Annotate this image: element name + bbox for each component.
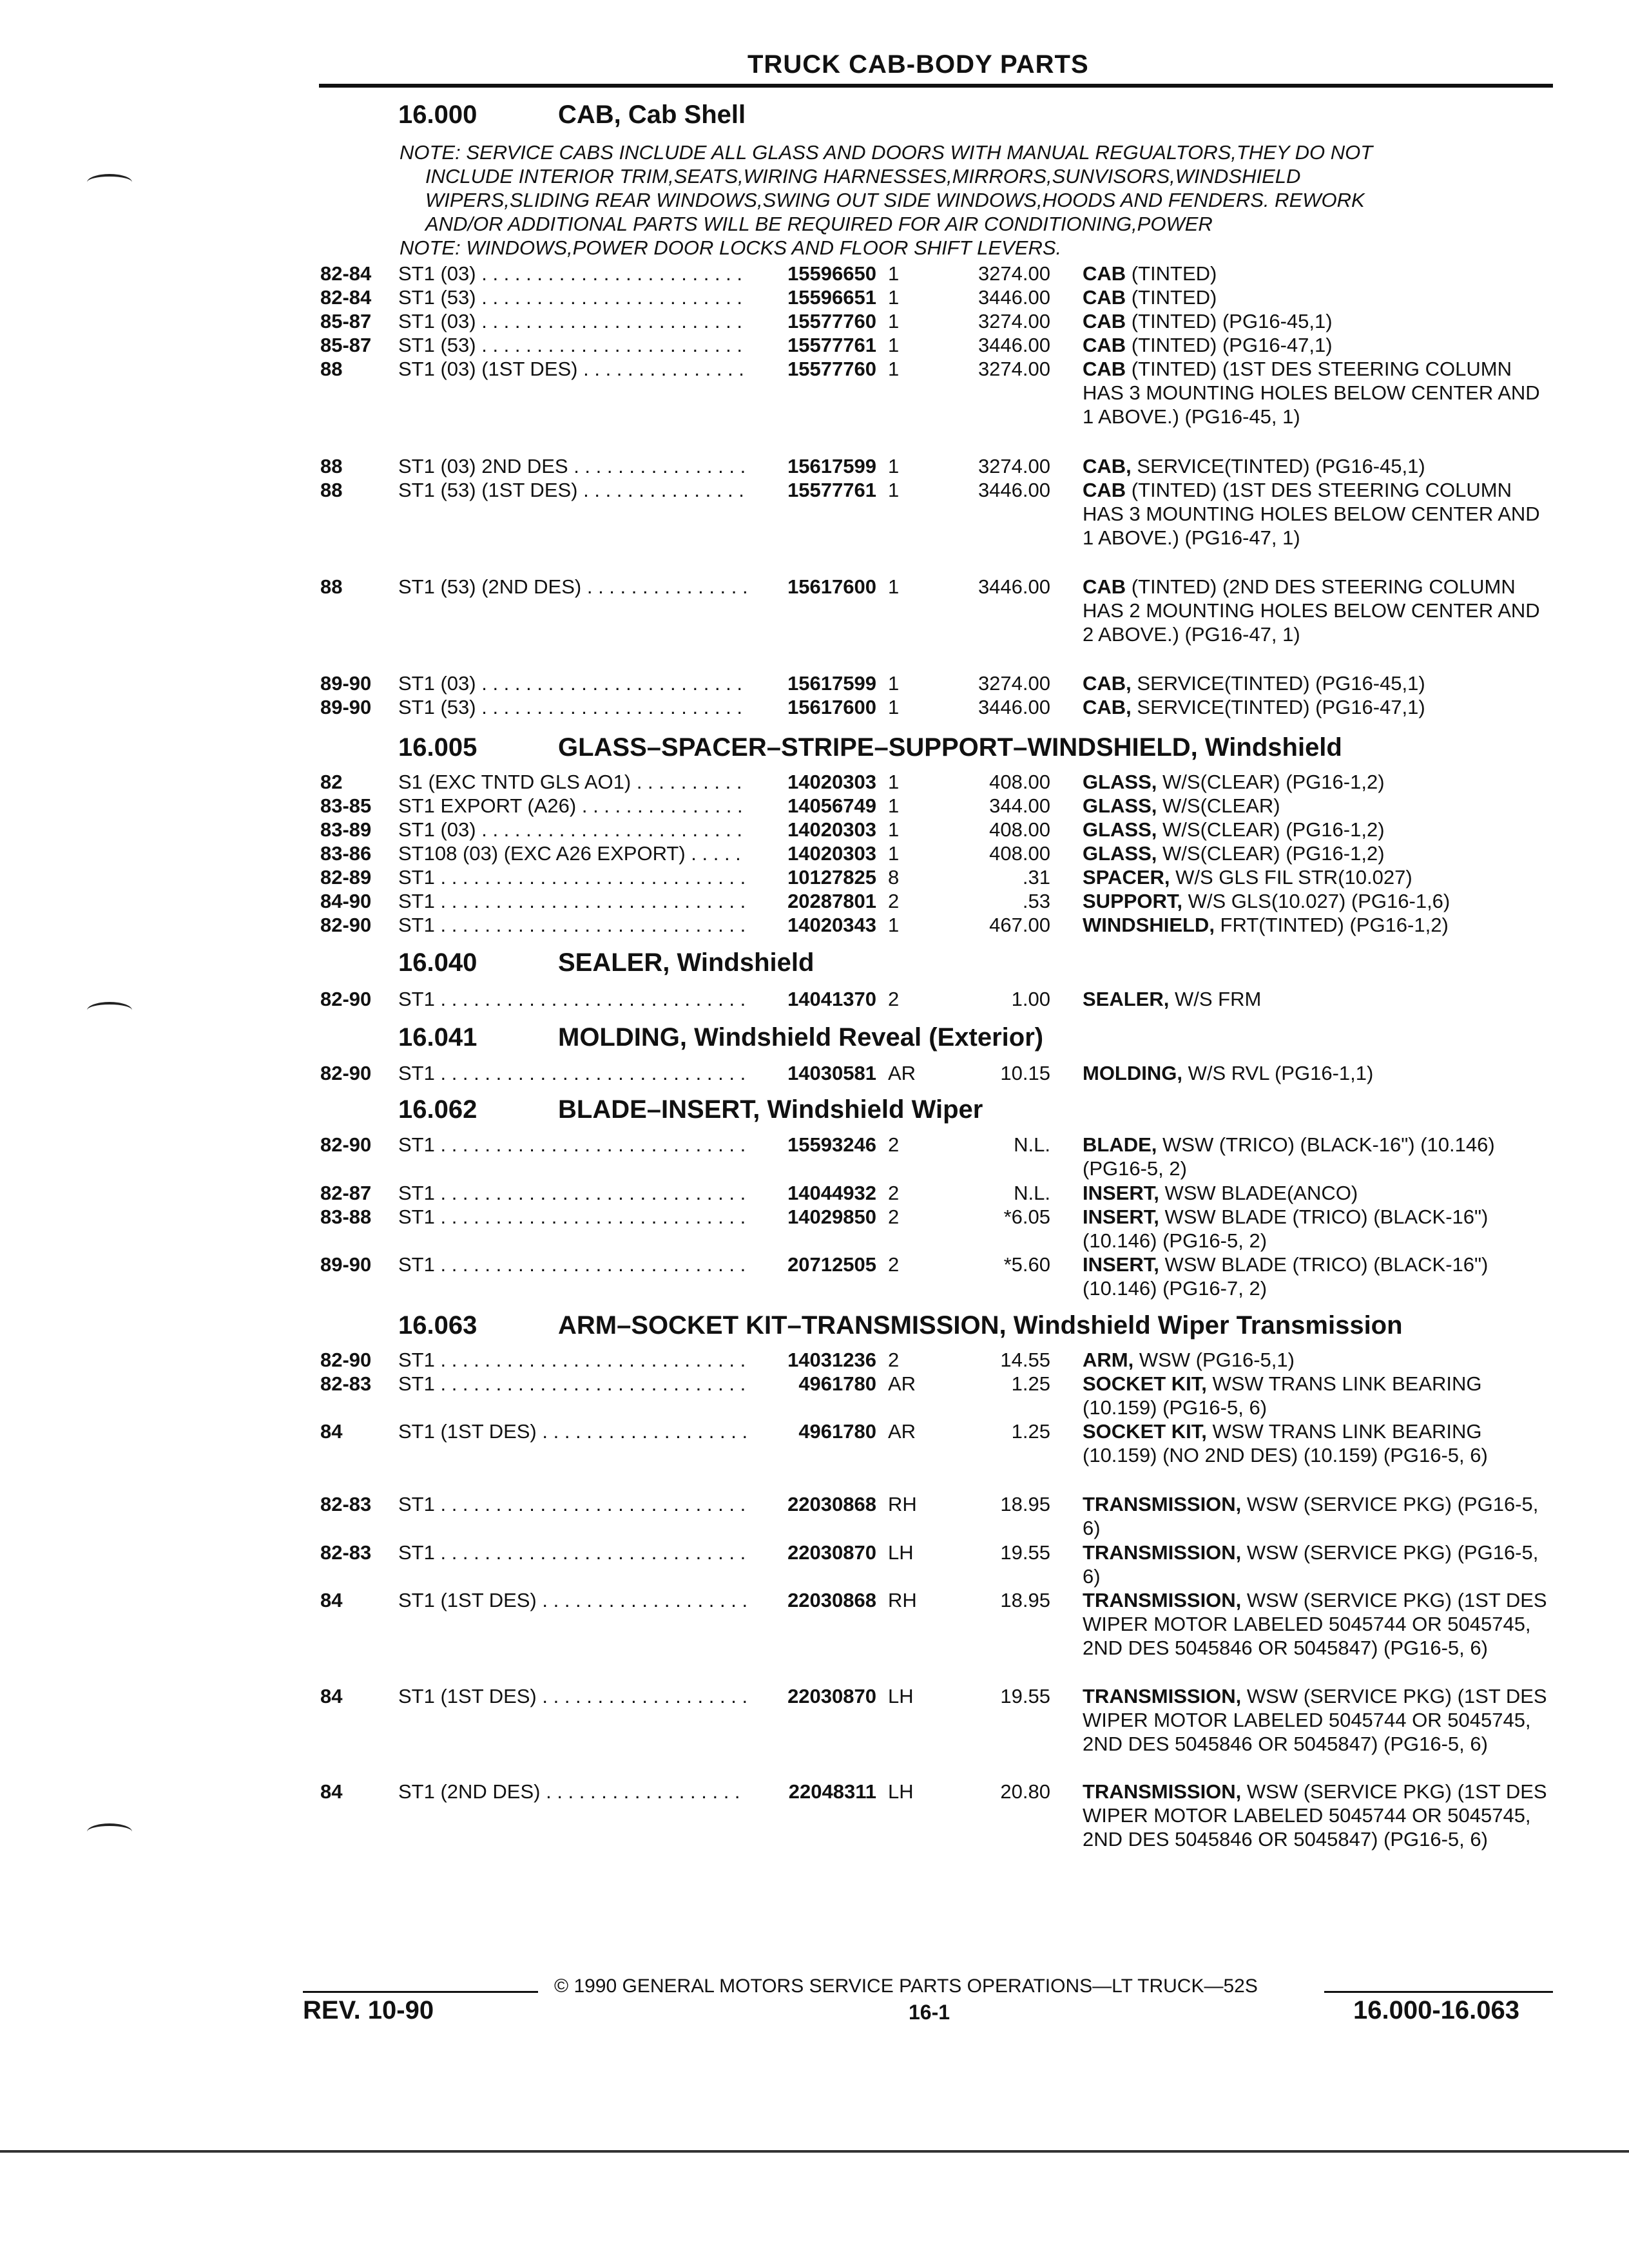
footer-rule: [1324, 1991, 1553, 1993]
list-price: .31: [1022, 866, 1050, 889]
part-name-detail: W/S RVL (PG16-1,1): [1182, 1062, 1374, 1084]
part-number: 14030581: [787, 1062, 876, 1084]
part-name-detail: SERVICE(TINTED) (PG16-45,1): [1131, 672, 1425, 695]
series-description: ST1 (53) . . .: [398, 333, 746, 357]
quantity: 1: [888, 914, 900, 936]
part-name-detail: WSW (SERVICE PKG) (PG16-5, 6): [1083, 1541, 1539, 1588]
quantity: 1: [888, 818, 900, 841]
list-price: 3446.00: [978, 334, 1050, 356]
list-price: 408.00: [989, 842, 1050, 865]
revision-label: REV. 10-90: [303, 1996, 434, 2024]
model-years: 88: [320, 358, 343, 380]
model-years: 83-89: [320, 818, 372, 841]
part-name: [1083, 262, 1553, 285]
list-price: 1.00: [1011, 988, 1050, 1010]
part-number: 4961780: [798, 1372, 876, 1395]
part-number: 15577761: [787, 479, 876, 501]
part-name-keyword: WINDSHIELD,: [1083, 914, 1215, 936]
part-name: [1083, 1684, 1553, 1756]
page-title: TRUCK CAB-BODY PARTS: [747, 50, 1089, 79]
part-name: [1083, 454, 1553, 478]
part-name-keyword: CAB: [1083, 358, 1126, 380]
part-number: 15577761: [787, 334, 876, 356]
series-description: ST1 (1ST DES) . . .: [398, 1419, 746, 1443]
series-description: ST1 . . .: [398, 865, 746, 889]
part-name: [1083, 309, 1553, 333]
part-name: [1083, 770, 1553, 794]
part-number: 22030870: [787, 1685, 876, 1707]
part-name-detail: W/S GLS FIL STR(10.027): [1170, 866, 1412, 889]
series-description: ST1 (03) (1ST DES) . . .: [398, 357, 746, 381]
part-name-keyword: CAB: [1083, 310, 1126, 332]
part-name-detail: (TINTED): [1126, 286, 1217, 309]
part-name-detail: WSW (SERVICE PKG) (PG16-5, 6): [1083, 1493, 1539, 1539]
model-years: 82-90: [320, 1133, 372, 1156]
part-number: 20287801: [787, 890, 876, 912]
list-price: 3274.00: [978, 262, 1050, 285]
model-years: 84: [320, 1589, 343, 1611]
series-description: ST1 . . .: [398, 1541, 746, 1564]
model-years: 82: [320, 771, 343, 793]
section-heading: 16.005 GLASS–SPACER–STRIPE–SUPPORT–WINDSHIELD, Windshield: [398, 733, 1342, 762]
series-description: ST1 . . .: [398, 1205, 746, 1229]
part-number: 15577760: [787, 358, 876, 380]
series-description: ST1 EXPORT (A26) . . .: [398, 794, 746, 818]
quantity: 2: [888, 1133, 900, 1156]
part-name-keyword: SPACER,: [1083, 866, 1170, 889]
part-name-detail: WSW TRANS LINK BEARING (10.159) (NO 2ND DES) (10.159) (PG16-5, 6): [1083, 1420, 1488, 1466]
series-description: ST1 (03) . . .: [398, 818, 746, 841]
quantity: 1: [888, 286, 900, 309]
list-price: 10.15: [1000, 1062, 1050, 1084]
series-description: ST1 . . .: [398, 1348, 746, 1372]
part-number: 15617600: [787, 696, 876, 718]
model-years: 88: [320, 575, 343, 598]
quantity: LH: [888, 1541, 914, 1564]
list-price: 3446.00: [978, 696, 1050, 718]
model-years: 89-90: [320, 1253, 372, 1276]
series-description: ST1 . . .: [398, 1181, 746, 1205]
model-years: 84: [320, 1420, 343, 1443]
part-number: 14020343: [787, 914, 876, 936]
part-name-keyword: CAB: [1083, 262, 1126, 285]
model-years: 85-87: [320, 310, 372, 332]
list-price: 344.00: [989, 794, 1050, 817]
list-price: 408.00: [989, 771, 1050, 793]
model-years: 82-90: [320, 914, 372, 936]
series-description: ST108 (03) (EXC A26 EXPORT) . . .: [398, 841, 746, 865]
part-name: [1083, 671, 1553, 695]
model-years: 82-84: [320, 286, 372, 309]
series-description: ST1 (53) . . .: [398, 695, 746, 719]
quantity: 1: [888, 310, 900, 332]
part-name-keyword: INSERT,: [1083, 1182, 1159, 1204]
model-years: 84: [320, 1685, 343, 1707]
part-name-detail: WSW (PG16-5,1): [1133, 1349, 1295, 1371]
model-years: 82-83: [320, 1493, 372, 1515]
part-number: 15596651: [787, 286, 876, 309]
series-description: ST1 . . .: [398, 913, 746, 937]
section-heading: 16.062 BLADE–INSERT, Windshield Wiper: [398, 1095, 983, 1124]
series-description: ST1 . . .: [398, 1061, 746, 1085]
model-years: 89-90: [320, 696, 372, 718]
part-name-detail: (TINTED) (1ST DES STEERING COLUMN HAS 3 MOUNTING HOLES BELOW CENTER AND 1 ABOVE.) (PG16-45, 1): [1083, 358, 1540, 428]
part-name: [1083, 1205, 1553, 1253]
quantity: 1: [888, 575, 900, 598]
list-price: N.L.: [1014, 1182, 1050, 1204]
list-price: 3274.00: [978, 455, 1050, 477]
quantity: LH: [888, 1780, 914, 1803]
part-name-detail: WSW (SERVICE PKG) (1ST DES WIPER MOTOR LABELED 5045744 OR 5045745, 2ND DES 5045846 OR 5045847) (PG16-5, 6): [1083, 1780, 1547, 1850]
quantity: LH: [888, 1685, 914, 1707]
part-name-keyword: GLASS,: [1083, 842, 1157, 865]
copyright-notice: © 1990 GENERAL MOTORS SERVICE PARTS OPERATIONS—LT TRUCK—52S: [554, 1975, 1258, 1997]
series-description: ST1 . . .: [398, 987, 746, 1011]
part-name: [1083, 1181, 1553, 1205]
part-name: [1083, 1419, 1553, 1467]
list-price: 19.55: [1000, 1541, 1050, 1564]
part-number: 22048311: [788, 1780, 876, 1803]
part-number: 14044932: [787, 1182, 876, 1204]
list-price: *5.60: [1003, 1253, 1050, 1276]
series-description: ST1 . . .: [398, 1133, 746, 1157]
part-number: 14020303: [787, 818, 876, 841]
part-number: 14020303: [787, 842, 876, 865]
list-price: 3274.00: [978, 672, 1050, 695]
list-price: 3446.00: [978, 286, 1050, 309]
part-name-keyword: BLADE,: [1083, 1133, 1157, 1156]
part-number: 15577760: [787, 310, 876, 332]
part-name: [1083, 987, 1553, 1011]
series-description: ST1 . . .: [398, 1253, 746, 1276]
quantity: 1: [888, 262, 900, 285]
part-name-detail: W/S(CLEAR) (PG16-1,2): [1157, 842, 1385, 865]
part-name-detail: SERVICE(TINTED) (PG16-47,1): [1131, 696, 1425, 718]
hole-punch-mark: [87, 174, 132, 191]
quantity: AR: [888, 1062, 916, 1084]
part-name-keyword: MOLDING,: [1083, 1062, 1182, 1084]
part-name-detail: W/S FRM: [1169, 988, 1262, 1010]
part-name-detail: W/S(CLEAR) (PG16-1,2): [1157, 818, 1385, 841]
model-years: 84-90: [320, 890, 372, 912]
part-name-keyword: TRANSMISSION,: [1083, 1541, 1242, 1564]
series-description: S1 (EXC TNTD GLS AO1) . . .: [398, 770, 746, 794]
model-years: 88: [320, 455, 343, 477]
part-name: [1083, 1780, 1553, 1851]
part-number: 14029850: [787, 1206, 876, 1228]
part-name-keyword: SOCKET KIT,: [1083, 1420, 1207, 1443]
part-name: [1083, 818, 1553, 841]
part-name-detail: WSW BLADE (TRICO) (BLACK-16") (10.146) (PG16-7, 2): [1083, 1253, 1489, 1300]
model-years: 82-84: [320, 262, 372, 285]
series-description: ST1 . . .: [398, 889, 746, 913]
part-name: [1083, 1541, 1553, 1588]
section-heading: 16.041 MOLDING, Windshield Reveal (Exterior): [398, 1023, 1044, 1052]
list-price: *6.05: [1003, 1206, 1050, 1228]
model-years: 82-90: [320, 1062, 372, 1084]
part-number: 14031236: [787, 1349, 876, 1371]
part-name: [1083, 333, 1553, 357]
part-name-detail: (TINTED) (PG16-47,1): [1126, 334, 1333, 356]
part-name: [1083, 1253, 1553, 1300]
model-years: 83-86: [320, 842, 372, 865]
part-number: 15593246: [787, 1133, 876, 1156]
list-price: 3446.00: [978, 575, 1050, 598]
model-years: 82-89: [320, 866, 372, 889]
part-name-keyword: TRANSMISSION,: [1083, 1589, 1242, 1611]
footer-rule: [303, 1991, 538, 1993]
list-price: 1.25: [1011, 1420, 1050, 1443]
part-name-detail: WSW TRANS LINK BEARING (10.159) (PG16-5, 6): [1083, 1372, 1482, 1419]
part-name-detail: (TINTED) (1ST DES STEERING COLUMN HAS 3 MOUNTING HOLES BELOW CENTER AND 1 ABOVE.) (PG16-47, 1): [1083, 479, 1540, 549]
part-name: [1083, 478, 1553, 550]
part-number: 15617599: [787, 672, 876, 695]
part-name-keyword: INSERT,: [1083, 1206, 1159, 1228]
part-name-keyword: ARM,: [1083, 1349, 1134, 1371]
list-price: 3274.00: [978, 310, 1050, 332]
part-name-keyword: GLASS,: [1083, 771, 1157, 793]
part-number: 22030868: [787, 1589, 876, 1611]
hole-punch-mark: [87, 1823, 132, 1840]
quantity: 2: [888, 1349, 900, 1371]
page-edge-line: [0, 2150, 1629, 2153]
part-name-detail: WSW BLADE (TRICO) (BLACK-16") (10.146) (PG16-5, 2): [1083, 1206, 1489, 1252]
part-name-keyword: CAB,: [1083, 455, 1132, 477]
part-name: [1083, 1133, 1553, 1180]
part-name-detail: (TINTED) (2ND DES STEERING COLUMN HAS 2 MOUNTING HOLES BELOW CENTER AND 2 ABOVE.) (PG16-47, 1): [1083, 575, 1540, 646]
series-description: ST1 (03) . . .: [398, 262, 746, 285]
part-number: 15617600: [787, 575, 876, 598]
quantity: 2: [888, 988, 900, 1010]
model-years: 88: [320, 479, 343, 501]
part-name-keyword: SUPPORT,: [1083, 890, 1183, 912]
quantity: 1: [888, 696, 900, 718]
list-price: 18.95: [1000, 1493, 1050, 1515]
part-name-keyword: CAB: [1083, 334, 1126, 356]
part-name: [1083, 1492, 1553, 1540]
series-description: ST1 (2ND DES) . . .: [398, 1780, 746, 1803]
part-name: [1083, 357, 1553, 428]
list-price: 1.25: [1011, 1372, 1050, 1395]
quantity: 1: [888, 455, 900, 477]
part-name: [1083, 1061, 1553, 1085]
part-name-keyword: SEALER,: [1083, 988, 1170, 1010]
model-years: 82-90: [320, 988, 372, 1010]
quantity: 2: [888, 1253, 900, 1276]
part-number: 22030868: [787, 1493, 876, 1515]
part-name-keyword: TRANSMISSION,: [1083, 1780, 1242, 1803]
part-name-keyword: INSERT,: [1083, 1253, 1159, 1276]
series-description: ST1 . . .: [398, 1372, 746, 1396]
series-description: ST1 (03) 2ND DES . . .: [398, 454, 746, 478]
part-name-keyword: TRANSMISSION,: [1083, 1685, 1242, 1707]
part-name-detail: W/S GLS(10.027) (PG16-1,6): [1182, 890, 1451, 912]
part-name: [1083, 913, 1553, 937]
part-name: [1083, 695, 1553, 719]
model-years: 83-88: [320, 1206, 372, 1228]
part-number: 14056749: [787, 794, 876, 817]
part-name-detail: WSW (SERVICE PKG) (1ST DES WIPER MOTOR LABELED 5045744 OR 5045745, 2ND DES 5045846 OR 5045847) (PG16-5, 6): [1083, 1685, 1547, 1755]
part-number: 22030870: [787, 1541, 876, 1564]
note-block: NOTE: SERVICE CABS INCLUDE ALL GLASS AND DOORS WITH MANUAL REGUALTORS,THEY DO NOT INCLUDE INTERIOR TRIM,SEATS,WIRING HARNESSES,MIRRORS,SUNVISORS,WINDSHIELD WIPERS,SLIDING REAR WINDOWS,SWING OUT SIDE WINDOWS,HOODS AND FENDERS. REWORK AND/OR ADDITIONAL PARTS WILL BE REQUIRED FOR AIR CONDITIONING,POWER NOTE: WINDOWS,POWER DOOR LOCKS AND FLOOR SHIFT LEVERS.: [400, 141, 1373, 259]
list-price: 18.95: [1000, 1589, 1050, 1611]
part-name-keyword: GLASS,: [1083, 794, 1157, 817]
section-heading: 16.063 ARM–SOCKET KIT–TRANSMISSION, Windshield Wiper Transmission: [398, 1311, 1403, 1340]
quantity: 1: [888, 334, 900, 356]
quantity: 2: [888, 1182, 900, 1204]
quantity: 2: [888, 890, 900, 912]
part-name-keyword: TRANSMISSION,: [1083, 1493, 1242, 1515]
quantity: AR: [888, 1372, 916, 1395]
section-range: 16.000-16.063: [1353, 1996, 1520, 2024]
part-name: [1083, 865, 1553, 889]
part-name-keyword: CAB: [1083, 575, 1126, 598]
quantity: 1: [888, 842, 900, 865]
list-price: 19.55: [1000, 1685, 1050, 1707]
model-years: 83-85: [320, 794, 372, 817]
section-heading: 16.000 CAB, Cab Shell: [398, 101, 746, 129]
model-years: 82-83: [320, 1372, 372, 1395]
quantity: 2: [888, 1206, 900, 1228]
part-name: [1083, 1348, 1553, 1372]
part-name: [1083, 794, 1553, 818]
page-number: 16-1: [909, 2001, 950, 2024]
series-description: ST1 . . .: [398, 1492, 746, 1516]
series-description: ST1 (53) (2ND DES) . . .: [398, 575, 746, 599]
model-years: 89-90: [320, 672, 372, 695]
part-number: 15596650: [787, 262, 876, 285]
series-description: ST1 (1ST DES) . . .: [398, 1684, 746, 1708]
quantity: AR: [888, 1420, 916, 1443]
part-name-detail: SERVICE(TINTED) (PG16-45,1): [1131, 455, 1425, 477]
part-number: 20712505: [787, 1253, 876, 1276]
quantity: 1: [888, 794, 900, 817]
quantity: 1: [888, 479, 900, 501]
list-price: N.L.: [1014, 1133, 1050, 1156]
quantity: 1: [888, 358, 900, 380]
list-price: 3446.00: [978, 479, 1050, 501]
part-number: 4961780: [798, 1420, 876, 1443]
part-name-detail: (TINTED): [1126, 262, 1217, 285]
part-name-detail: W/S(CLEAR): [1157, 794, 1280, 817]
part-name: [1083, 285, 1553, 309]
model-years: 82-87: [320, 1182, 372, 1204]
hole-punch-mark: [87, 1002, 132, 1019]
list-price: 3274.00: [978, 358, 1050, 380]
part-name-keyword: CAB: [1083, 479, 1126, 501]
part-name: [1083, 575, 1553, 646]
part-name-detail: FRT(TINTED) (PG16-1,2): [1214, 914, 1449, 936]
model-years: 82-83: [320, 1541, 372, 1564]
part-name: [1083, 1372, 1553, 1419]
model-years: 85-87: [320, 334, 372, 356]
part-number: 15617599: [787, 455, 876, 477]
list-price: 14.55: [1000, 1349, 1050, 1371]
series-description: ST1 (1ST DES) . . .: [398, 1588, 746, 1612]
part-name-keyword: CAB,: [1083, 696, 1132, 718]
part-name: [1083, 889, 1553, 913]
part-name-keyword: CAB,: [1083, 672, 1132, 695]
part-name: [1083, 841, 1553, 865]
series-description: ST1 (53) . . .: [398, 285, 746, 309]
quantity: 1: [888, 672, 900, 695]
list-price: 20.80: [1000, 1780, 1050, 1803]
part-name-keyword: SOCKET KIT,: [1083, 1372, 1207, 1395]
part-name-detail: W/S(CLEAR) (PG16-1,2): [1157, 771, 1385, 793]
series-description: ST1 (03) . . .: [398, 671, 746, 695]
list-price: .53: [1022, 890, 1050, 912]
quantity: 8: [888, 866, 900, 889]
part-name-detail: WSW BLADE(ANCO): [1159, 1182, 1358, 1204]
part-number: 14041370: [787, 988, 876, 1010]
section-heading: 16.040 SEALER, Windshield: [398, 948, 815, 977]
series-description: ST1 (03) . . .: [398, 309, 746, 333]
list-price: 467.00: [989, 914, 1050, 936]
quantity: 1: [888, 771, 900, 793]
part-name-detail: WSW (TRICO) (BLACK-16") (10.146) (PG16-5, 2): [1083, 1133, 1495, 1180]
list-price: 408.00: [989, 818, 1050, 841]
model-years: 82-90: [320, 1349, 372, 1371]
part-number: 10127825: [787, 866, 876, 889]
header-rule: [319, 84, 1553, 88]
model-years: 84: [320, 1780, 343, 1803]
part-name-keyword: CAB: [1083, 286, 1126, 309]
part-name-detail: (TINTED) (PG16-45,1): [1126, 310, 1333, 332]
quantity: RH: [888, 1589, 917, 1611]
part-name-keyword: GLASS,: [1083, 818, 1157, 841]
part-name-detail: WSW (SERVICE PKG) (1ST DES WIPER MOTOR LABELED 5045744 OR 5045745, 2ND DES 5045846 OR 5045847) (PG16-5, 6): [1083, 1589, 1547, 1659]
part-number: 14020303: [787, 771, 876, 793]
series-description: ST1 (53) (1ST DES) . . .: [398, 478, 746, 502]
quantity: RH: [888, 1493, 917, 1515]
part-name: [1083, 1588, 1553, 1660]
